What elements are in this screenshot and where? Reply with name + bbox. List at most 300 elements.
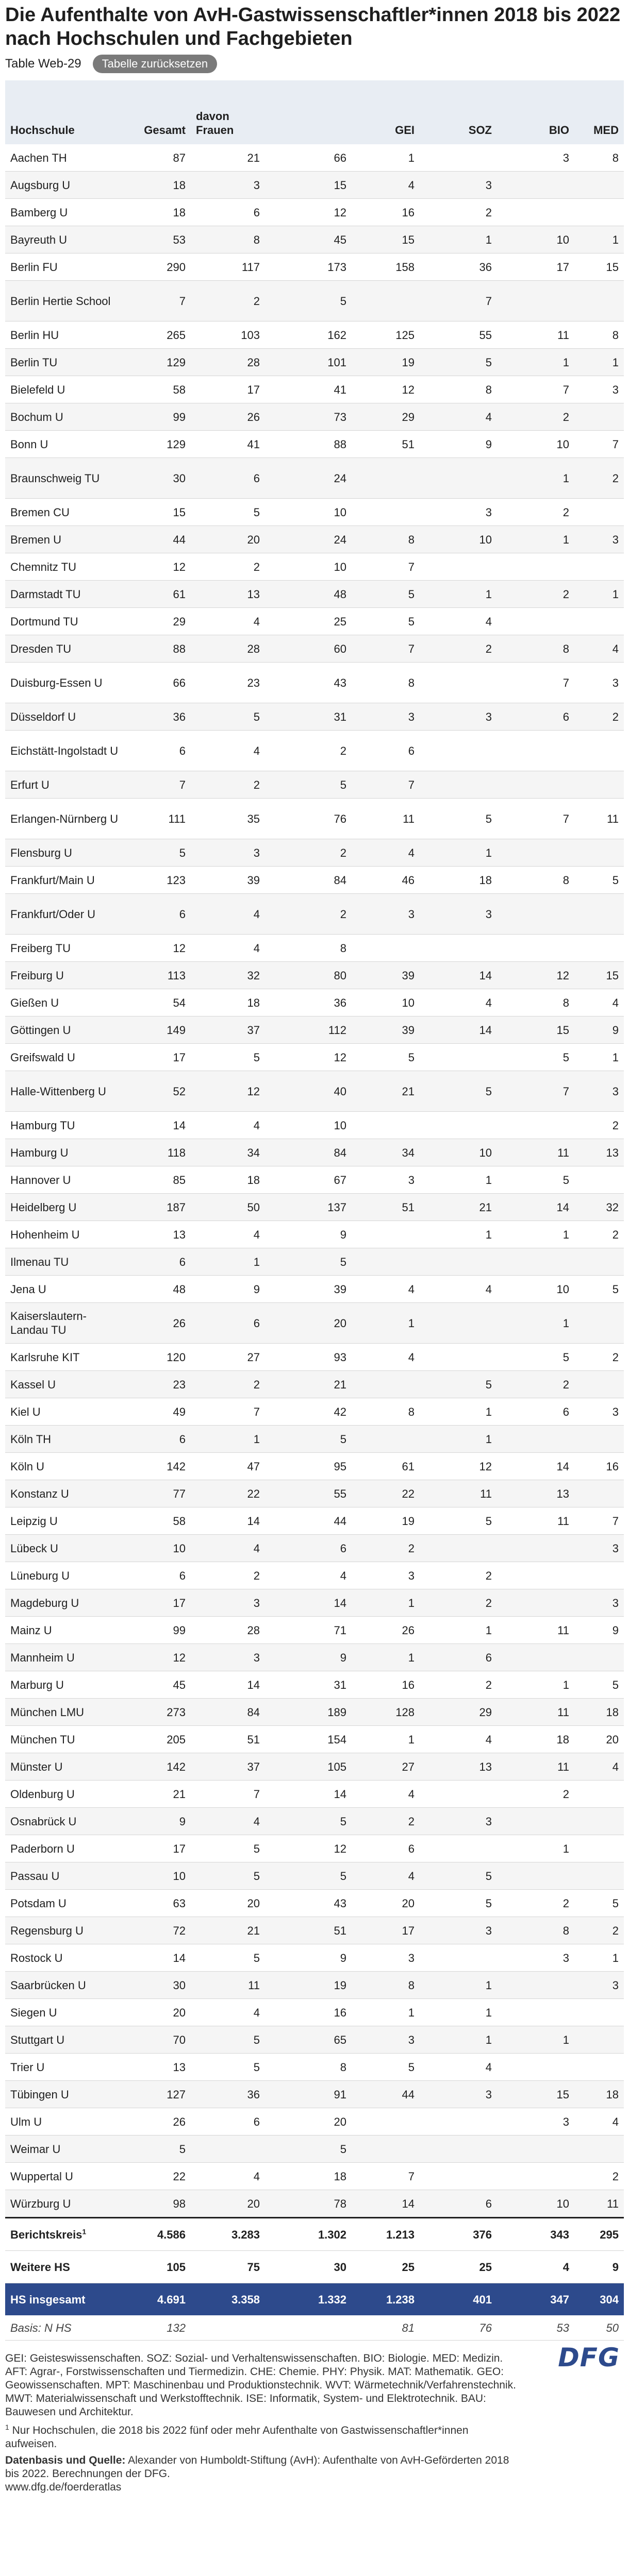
- summary-cell-gei: 1.238: [352, 2283, 420, 2316]
- table-row: [5, 1808, 624, 1835]
- cell-gei: 158: [352, 253, 420, 281]
- cell-bio: 1: [497, 458, 574, 499]
- cell-hochschule: Paderborn U: [5, 1835, 129, 1862]
- cell-bio: [497, 1426, 574, 1453]
- table-row: [5, 1917, 624, 1944]
- cell-gei: [352, 2108, 420, 2136]
- cell-med: 3: [574, 1071, 624, 1112]
- cell-bio: 5: [497, 1044, 574, 1071]
- table-row: [5, 253, 624, 281]
- cell-total: 290: [129, 253, 191, 281]
- cell-male: 80: [265, 962, 352, 989]
- cell-fem: 103: [191, 321, 265, 349]
- cell-gei: [352, 458, 420, 499]
- cell-gei: 61: [352, 1453, 420, 1480]
- cell-soz: 1: [420, 839, 497, 867]
- cell-male: 40: [265, 1071, 352, 1112]
- cell-total: 21: [129, 1781, 191, 1808]
- cell-total: 127: [129, 2081, 191, 2108]
- summary-cell-male: 30: [265, 2251, 352, 2283]
- summary-cell-fem: [191, 2315, 265, 2341]
- cell-fem: 5: [191, 499, 265, 526]
- cell-soz: 3: [420, 499, 497, 526]
- summary-cell-soz: 25: [420, 2251, 497, 2283]
- cell-male: 10: [265, 553, 352, 581]
- summary-cell-male: [265, 2315, 352, 2341]
- cell-soz: [420, 553, 497, 581]
- table-row: [5, 2190, 624, 2218]
- cell-fem: 7: [191, 1398, 265, 1426]
- cell-soz: 1: [420, 1426, 497, 1453]
- cell-fem: 20: [191, 2190, 265, 2218]
- cell-male: 5: [265, 2136, 352, 2163]
- cell-soz: 10: [420, 1139, 497, 1166]
- cell-med: 18: [574, 2081, 624, 2108]
- table-row: [5, 2081, 624, 2108]
- cell-total: 15: [129, 499, 191, 526]
- cell-med: 3: [574, 526, 624, 553]
- cell-med: [574, 1835, 624, 1862]
- cell-male: 73: [265, 403, 352, 431]
- cell-med: [574, 771, 624, 799]
- cell-male: 6: [265, 1535, 352, 1562]
- cell-med: 9: [574, 1617, 624, 1644]
- cell-hochschule: Halle-Wittenberg U: [5, 1071, 129, 1112]
- cell-male: 95: [265, 1453, 352, 1480]
- cell-gei: [352, 499, 420, 526]
- cell-bio: 13: [497, 1480, 574, 1507]
- cell-bio: 2: [497, 1781, 574, 1808]
- cell-hochschule: Hohenheim U: [5, 1221, 129, 1248]
- cell-gei: 4: [352, 1781, 420, 1808]
- cell-total: 111: [129, 799, 191, 839]
- cell-total: 7: [129, 771, 191, 799]
- cell-fem: [191, 2136, 265, 2163]
- cell-med: 2: [574, 1112, 624, 1139]
- cell-med: 15: [574, 962, 624, 989]
- cell-hochschule: Tübingen U: [5, 2081, 129, 2108]
- table-row: [5, 1589, 624, 1617]
- table-row: [5, 1453, 624, 1480]
- cell-total: 273: [129, 1699, 191, 1726]
- cell-fem: 4: [191, 1221, 265, 1248]
- cell-bio: 2: [497, 403, 574, 431]
- cell-fem: 14: [191, 1507, 265, 1535]
- cell-med: 1: [574, 581, 624, 608]
- summary-cell-gei: 81: [352, 2315, 420, 2341]
- column-header-frauen[interactable]: davon Frauen: [191, 80, 265, 144]
- cell-total: 30: [129, 1972, 191, 1999]
- cell-total: 14: [129, 1112, 191, 1139]
- cell-med: 5: [574, 1671, 624, 1699]
- table-row: [5, 1507, 624, 1535]
- column-header-gei[interactable]: GEI: [352, 80, 420, 144]
- footer: [5, 2341, 624, 2494]
- table-row: [5, 867, 624, 894]
- cell-bio: [497, 935, 574, 962]
- cell-male: 5: [265, 1808, 352, 1835]
- cell-total: 48: [129, 1276, 191, 1303]
- cell-med: 3: [574, 663, 624, 703]
- summary-cell-med: 304: [574, 2283, 624, 2316]
- cell-gei: 4: [352, 839, 420, 867]
- cell-soz: 2: [420, 635, 497, 663]
- cell-gei: 3: [352, 2026, 420, 2054]
- cell-soz: [420, 144, 497, 172]
- cell-bio: 1: [497, 526, 574, 553]
- cell-fem: 5: [191, 1862, 265, 1890]
- cell-med: [574, 1426, 624, 1453]
- table-row: [5, 2108, 624, 2136]
- table-row: [5, 553, 624, 581]
- cell-bio: 10: [497, 431, 574, 458]
- cell-fem: 22: [191, 1480, 265, 1507]
- cell-total: 142: [129, 1753, 191, 1781]
- cell-soz: 10: [420, 526, 497, 553]
- cell-soz: [420, 1344, 497, 1371]
- table-row: [5, 663, 624, 703]
- cell-male: 15: [265, 172, 352, 199]
- cell-hochschule: Bayreuth U: [5, 226, 129, 253]
- table-id: Table Web-29: [5, 57, 81, 71]
- table-row: [5, 1112, 624, 1139]
- cell-bio: 11: [497, 1699, 574, 1726]
- cell-soz: [420, 1835, 497, 1862]
- cell-med: 4: [574, 1753, 624, 1781]
- cell-gei: 22: [352, 1480, 420, 1507]
- summary-label: [5, 2251, 129, 2283]
- cell-bio: 1: [497, 349, 574, 376]
- cell-total: 45: [129, 1671, 191, 1699]
- cell-total: 20: [129, 1999, 191, 2026]
- cell-male: 88: [265, 431, 352, 458]
- cell-fem: 20: [191, 526, 265, 553]
- cell-bio: [497, 1999, 574, 2026]
- cell-male: 31: [265, 703, 352, 731]
- cell-gei: [352, 1221, 420, 1248]
- cell-male: 65: [265, 2026, 352, 2054]
- cell-gei: [352, 935, 420, 962]
- cell-hochschule: Münster U: [5, 1753, 129, 1781]
- summary-cell-total: 4.586: [129, 2218, 191, 2251]
- cell-bio: [497, 2163, 574, 2190]
- cell-fem: 37: [191, 1753, 265, 1781]
- cell-total: 12: [129, 553, 191, 581]
- cell-soz: 5: [420, 799, 497, 839]
- cell-fem: 6: [191, 199, 265, 226]
- cell-fem: 4: [191, 1808, 265, 1835]
- cell-fem: 51: [191, 1726, 265, 1753]
- table-row: [5, 281, 624, 321]
- cell-med: 2: [574, 1344, 624, 1371]
- reset-table-button[interactable]: Tabelle zurücksetzen: [93, 55, 217, 73]
- cell-fem: 2: [191, 553, 265, 581]
- cell-total: 187: [129, 1194, 191, 1221]
- column-header-med[interactable]: MED: [574, 80, 624, 144]
- cell-soz: [420, 2163, 497, 2190]
- cell-male: 12: [265, 1835, 352, 1862]
- cell-male: 44: [265, 1507, 352, 1535]
- cell-bio: [497, 2136, 574, 2163]
- cell-med: 1: [574, 349, 624, 376]
- cell-soz: 4: [420, 403, 497, 431]
- cell-hochschule: Magdeburg U: [5, 1589, 129, 1617]
- cell-hochschule: Kassel U: [5, 1371, 129, 1398]
- cell-hochschule: Göttingen U: [5, 1016, 129, 1044]
- cell-male: 9: [265, 1644, 352, 1671]
- table-row: [5, 1835, 624, 1862]
- footnote-mark: 1: [5, 2423, 9, 2431]
- cell-fem: 4: [191, 935, 265, 962]
- cell-soz: 3: [420, 172, 497, 199]
- cell-med: [574, 199, 624, 226]
- cell-hochschule: Bremen U: [5, 526, 129, 553]
- table-row: [5, 172, 624, 199]
- cell-gei: 7: [352, 2163, 420, 2190]
- cell-gei: 5: [352, 1044, 420, 1071]
- cell-bio: 11: [497, 1139, 574, 1166]
- cell-male: 105: [265, 1753, 352, 1781]
- cell-gei: [352, 281, 420, 321]
- cell-fem: 27: [191, 1344, 265, 1371]
- cell-male: 16: [265, 1999, 352, 2026]
- cell-hochschule: Mannheim U: [5, 1644, 129, 1671]
- summary-label-text: Basis: N HS: [10, 2321, 72, 2334]
- cell-gei: 8: [352, 663, 420, 703]
- cell-male: 162: [265, 321, 352, 349]
- cell-total: 52: [129, 1071, 191, 1112]
- cell-total: 18: [129, 199, 191, 226]
- cell-gei: 1: [352, 1303, 420, 1344]
- cell-male: 18: [265, 2163, 352, 2190]
- table-row: [5, 1221, 624, 1248]
- table-row: [5, 1644, 624, 1671]
- column-header-maenner[interactable]: [265, 80, 352, 144]
- table-row: [5, 431, 624, 458]
- cell-total: 77: [129, 1480, 191, 1507]
- cell-fem: 117: [191, 253, 265, 281]
- cell-hochschule: Köln TH: [5, 1426, 129, 1453]
- cell-med: [574, 1248, 624, 1276]
- cell-hochschule: Chemnitz TU: [5, 553, 129, 581]
- cell-hochschule: Duisburg-Essen U: [5, 663, 129, 703]
- table-row: [5, 608, 624, 635]
- cell-fem: 4: [191, 2163, 265, 2190]
- cell-soz: 5: [420, 349, 497, 376]
- cell-hochschule: Hamburg U: [5, 1139, 129, 1166]
- cell-bio: 2: [497, 1371, 574, 1398]
- cell-fem: 4: [191, 1999, 265, 2026]
- cell-med: [574, 499, 624, 526]
- cell-total: 13: [129, 1221, 191, 1248]
- header-row: [5, 80, 624, 144]
- table-row: [5, 1044, 624, 1071]
- footnote: [5, 2424, 521, 2451]
- cell-male: 10: [265, 499, 352, 526]
- cell-fem: 18: [191, 989, 265, 1016]
- cell-male: 67: [265, 1166, 352, 1194]
- cell-bio: 17: [497, 253, 574, 281]
- column-header-soz[interactable]: SOZ: [420, 80, 497, 144]
- cell-soz: 2: [420, 199, 497, 226]
- cell-bio: [497, 1862, 574, 1890]
- table-row: [5, 1166, 624, 1194]
- cell-fem: 5: [191, 1044, 265, 1071]
- summary-cell-soz: 376: [420, 2218, 497, 2251]
- cell-gei: 20: [352, 1890, 420, 1917]
- summary-label-text: HS insgesamt: [10, 2293, 86, 2306]
- cell-total: 61: [129, 581, 191, 608]
- source: [5, 2454, 521, 2481]
- cell-total: 99: [129, 1617, 191, 1644]
- column-header-hochschule[interactable]: Hochschule: [5, 80, 129, 144]
- cell-total: 205: [129, 1726, 191, 1753]
- cell-hochschule: Darmstadt TU: [5, 581, 129, 608]
- cell-gei: 21: [352, 1071, 420, 1112]
- cell-male: 71: [265, 1617, 352, 1644]
- cell-gei: 3: [352, 1562, 420, 1589]
- table-row: [5, 1890, 624, 1917]
- cell-soz: 3: [420, 703, 497, 731]
- cell-gei: 8: [352, 526, 420, 553]
- cell-gei: 2: [352, 1535, 420, 1562]
- cell-total: 6: [129, 731, 191, 771]
- cell-male: 112: [265, 1016, 352, 1044]
- cell-med: [574, 2026, 624, 2054]
- table-row: [5, 526, 624, 553]
- cell-hochschule: München TU: [5, 1726, 129, 1753]
- cell-total: 54: [129, 989, 191, 1016]
- cell-med: 7: [574, 431, 624, 458]
- cell-bio: 1: [497, 2026, 574, 2054]
- cell-gei: 1: [352, 1999, 420, 2026]
- summary-cell-gei: 25: [352, 2251, 420, 2283]
- summary-cell-fem: 75: [191, 2251, 265, 2283]
- cell-male: 9: [265, 1944, 352, 1972]
- cell-bio: 7: [497, 663, 574, 703]
- cell-hochschule: Dresden TU: [5, 635, 129, 663]
- summary-row-basis: [5, 2315, 624, 2341]
- table-row: [5, 349, 624, 376]
- cell-total: 18: [129, 172, 191, 199]
- cell-gei: [352, 1426, 420, 1453]
- cell-fem: 11: [191, 1972, 265, 1999]
- cell-gei: 7: [352, 771, 420, 799]
- cell-male: 101: [265, 349, 352, 376]
- cell-male: 31: [265, 1671, 352, 1699]
- cell-hochschule: Bamberg U: [5, 199, 129, 226]
- cell-soz: 3: [420, 1917, 497, 1944]
- cell-soz: 36: [420, 253, 497, 281]
- cell-fem: 37: [191, 1016, 265, 1044]
- cell-fem: 5: [191, 2054, 265, 2081]
- source-url[interactable]: www.dfg.de/foerderatlas: [5, 2481, 122, 2493]
- cell-gei: 1: [352, 144, 420, 172]
- table-body: [5, 144, 624, 2218]
- cell-med: [574, 1480, 624, 1507]
- cell-soz: 13: [420, 1753, 497, 1781]
- cell-total: 10: [129, 1535, 191, 1562]
- cell-hochschule: Wuppertal U: [5, 2163, 129, 2190]
- cell-male: 10: [265, 1112, 352, 1139]
- cell-total: 149: [129, 1016, 191, 1044]
- cell-male: 19: [265, 1972, 352, 1999]
- cell-hochschule: Jena U: [5, 1276, 129, 1303]
- table-row: [5, 321, 624, 349]
- cell-hochschule: Osnabrück U: [5, 1808, 129, 1835]
- cell-bio: 18: [497, 1726, 574, 1753]
- cell-soz: [420, 2108, 497, 2136]
- cell-bio: 11: [497, 321, 574, 349]
- cell-med: 32: [574, 1194, 624, 1221]
- cell-total: 66: [129, 663, 191, 703]
- cell-soz: [420, 458, 497, 499]
- cell-male: 5: [265, 771, 352, 799]
- cell-med: [574, 172, 624, 199]
- cell-fem: 4: [191, 608, 265, 635]
- cell-med: 7: [574, 1507, 624, 1535]
- cell-med: 2: [574, 458, 624, 499]
- table-row: [5, 1999, 624, 2026]
- cell-bio: 2: [497, 581, 574, 608]
- footnote-ref: 1: [82, 2227, 87, 2236]
- cell-bio: [497, 2054, 574, 2081]
- cell-total: 98: [129, 2190, 191, 2218]
- cell-hochschule: Ulm U: [5, 2108, 129, 2136]
- cell-gei: 46: [352, 867, 420, 894]
- cell-gei: 19: [352, 1507, 420, 1535]
- cell-total: 120: [129, 1344, 191, 1371]
- cell-hochschule: Erfurt U: [5, 771, 129, 799]
- cell-male: 5: [265, 1248, 352, 1276]
- cell-gei: 8: [352, 1972, 420, 1999]
- cell-hochschule: Braunschweig TU: [5, 458, 129, 499]
- cell-fem: 28: [191, 1617, 265, 1644]
- cell-soz: 55: [420, 321, 497, 349]
- column-header-bio[interactable]: BIO: [497, 80, 574, 144]
- cell-hochschule: Berlin FU: [5, 253, 129, 281]
- table-row: [5, 1194, 624, 1221]
- cell-hochschule: Oldenburg U: [5, 1781, 129, 1808]
- cell-hochschule: Aachen TH: [5, 144, 129, 172]
- cell-male: 36: [265, 989, 352, 1016]
- summary-cell-soz: 401: [420, 2283, 497, 2316]
- cell-soz: 29: [420, 1699, 497, 1726]
- cell-gei: 1: [352, 1644, 420, 1671]
- column-header-gesamt[interactable]: Gesamt: [129, 80, 191, 144]
- cell-hochschule: Berlin Hertie School: [5, 281, 129, 321]
- page-title: Die Aufenthalte von AvH-Gastwissenschaftler*innen 2018 bis 2022 nach Hochschulen und Fachgebieten: [5, 4, 621, 49]
- cell-soz: 4: [420, 989, 497, 1016]
- cell-fem: 18: [191, 1166, 265, 1194]
- cell-med: 11: [574, 2190, 624, 2218]
- cell-bio: 10: [497, 2190, 574, 2218]
- cell-hochschule: Hamburg TU: [5, 1112, 129, 1139]
- table-row: [5, 962, 624, 989]
- cell-med: 9: [574, 1016, 624, 1044]
- cell-hochschule: Ilmenau TU: [5, 1248, 129, 1276]
- cell-total: 5: [129, 2136, 191, 2163]
- cell-fem: 26: [191, 403, 265, 431]
- cell-soz: [420, 731, 497, 771]
- table-row: [5, 731, 624, 771]
- cell-med: 3: [574, 1398, 624, 1426]
- cell-hochschule: Lüneburg U: [5, 1562, 129, 1589]
- cell-bio: [497, 199, 574, 226]
- cell-med: [574, 839, 624, 867]
- cell-soz: 1: [420, 1221, 497, 1248]
- cell-fem: 3: [191, 1589, 265, 1617]
